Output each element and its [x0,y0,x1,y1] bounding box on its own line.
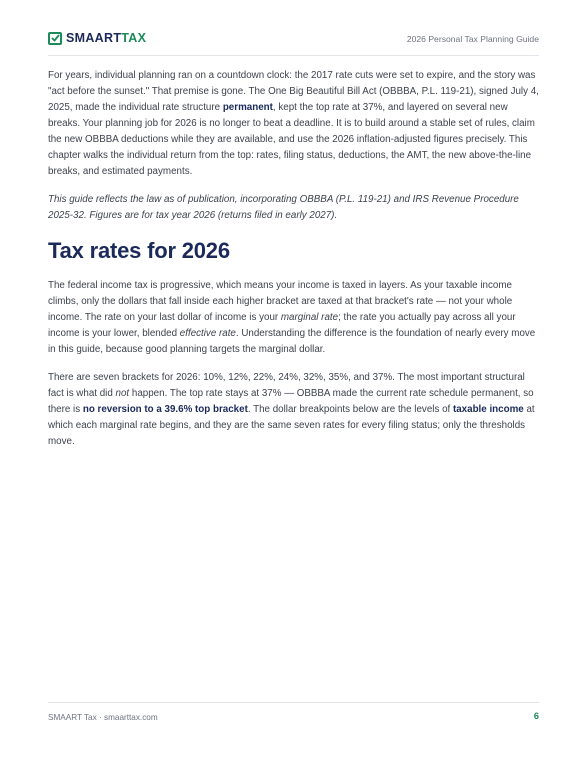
page-footer [48,702,539,722]
intro-emphasis-permanent: permanent [222,102,273,113]
p3-text-3: . The dollar breakpoints below are the levels of [247,404,453,415]
p3-emphasis-no-reversion: no reversion to a 39.6% top bracket [82,404,248,415]
footer-separator: · [98,713,102,722]
footer-brand-name: SMAART Tax [48,713,97,722]
brand-logo [48,30,146,46]
p2-text-1: The federal income tax is progressive, which means your income is taxed in layers. As your taxable income climbs, only the dollars that fall inside each higher bracket are taxed at that bracket's rate — not your whole income. The rate on your last dollar of income is your [48,280,513,323]
brackets-paragraph [48,370,539,450]
p2-term-effective-rate: effective rate [179,328,236,339]
logo-wordmark [66,31,146,45]
logo-smaart: SMAART [66,31,122,45]
intro-text-2: , kept the top rate at 37%, and layered on several new breaks. Your planning job for 2026 is no longer to beat a deadline. It is to build around a stable set of rules, claim the new OBBBA deductions while they are available, and use the 2026 inflation-adjusted figures precisely. This chapter walks the individual return from the top: rates, filing status, deductions, the AMT, the new above-the-line breaks, and estimated payments. [48,102,535,177]
page-header [48,30,539,56]
page-content [48,68,539,462]
p3-text-1: There are seven brackets for 2026: 10%, 12%, 22%, 24%, 32%, 35%, and 37%. The most important structural fact is what did [48,372,525,399]
p2-text-2: ; the rate you actually pay across all your income is your lower, blended [48,312,516,339]
section-heading: Tax rates for 2026 [48,238,230,263]
p3-text-2: happen. The top rate stays at 37% — OBBBA made the current rate schedule permanent, so there is [48,388,534,415]
intro-paragraph [48,68,539,180]
publication-note: This guide reflects the law as of publication, incorporating OBBBA (P.L. 119-21) and IRS Revenue Procedure 2025-32. Figures are for tax year 2026 (returns filed in early 2027). [48,194,519,221]
p3-emphasis-not: not [115,388,130,399]
document-title: 2026 Personal Tax Planning Guide [406,34,539,44]
intro-text-1: For years, individual planning ran on a countdown clock: the 2017 rate cuts were set to expire, and the story was "act before the sunset." That premise is gone. The One Big Beautiful Bill Act (OBBBA, P.L. 119-21), signed July 4, 2025, made the individual rate structure [48,70,539,113]
footer-site-link[interactable]: smaarttax.com [103,713,158,722]
p2-text-3: . Understanding the difference is the foundation of nearly every move in this guide, because good planning targets the marginal dollar. [48,328,536,355]
p3-text-4: at which each marginal rate begins, and they are the same seven rates for every filing status; only the thresholds move. [48,404,535,447]
footer-brand [48,713,158,722]
progressive-tax-paragraph [48,278,539,358]
page-number: 6 [533,711,539,722]
p2-term-marginal-rate: marginal rate [280,312,339,323]
logo-tax: TAX [121,31,147,45]
check-box-icon [48,32,62,45]
p3-emphasis-taxable-income: taxable income [452,404,524,415]
